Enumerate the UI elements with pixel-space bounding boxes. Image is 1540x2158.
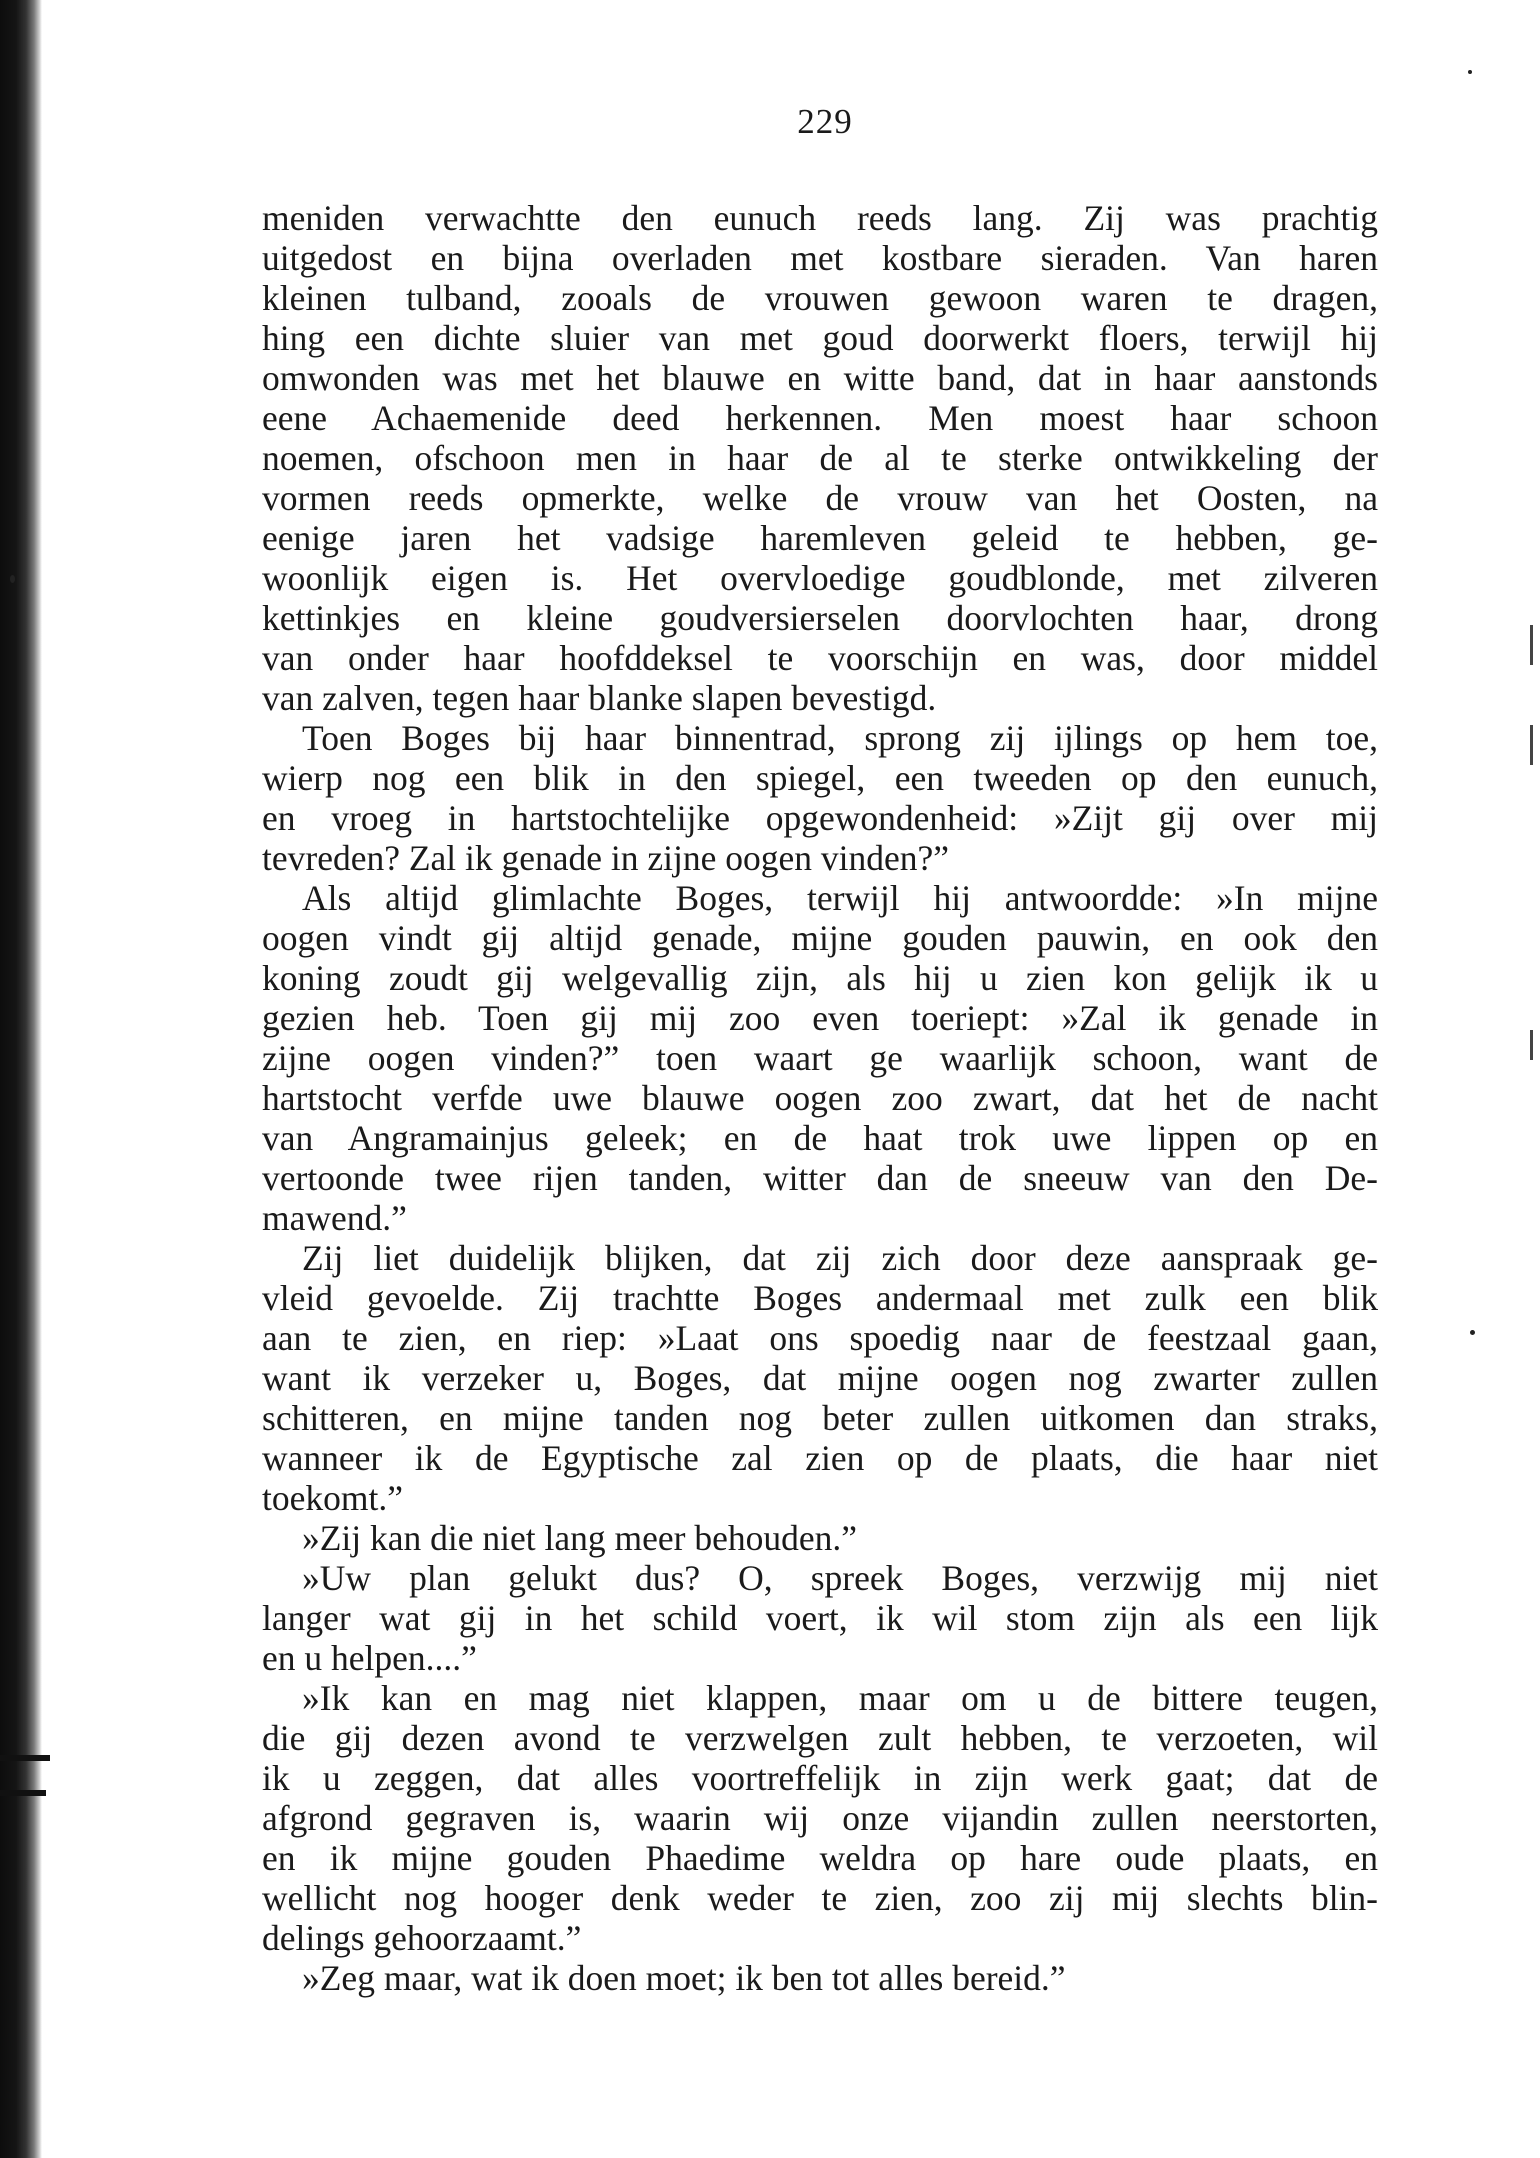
text-line: »Zij kan die niet lang meer behouden.” — [302, 1518, 857, 1558]
text-line: koning zoudt gij welgevallig zijn, als hij u zien kon gelijk ik u — [262, 958, 1378, 998]
text-line: mawend.” — [262, 1198, 407, 1238]
text-line: wanneer ik de Egyptische zal zien op de plaats, die haar niet — [262, 1438, 1378, 1478]
text-line: toekomt.” — [262, 1478, 403, 1518]
text-line: uitgedost en bijna overladen met kostbare sieraden. Van haren — [262, 238, 1378, 278]
text-line: omwonden was met het blauwe en witte band, dat in haar aanstonds — [262, 358, 1378, 398]
text-line: kleinen tulband, zooals de vrouwen gewoon waren te dragen, — [262, 278, 1378, 318]
text-line: oogen vindt gij altijd genade, mijne gouden pauwin, en ook den — [262, 918, 1378, 958]
text-line: vleid gevoelde. Zij trachtte Boges andermaal met zulk een blik — [262, 1278, 1378, 1318]
paper-speck — [1468, 70, 1472, 74]
paper-speck — [10, 575, 15, 583]
book-spine-shadow — [0, 0, 42, 2158]
text-line: wierp nog een blik in den spiegel, een tweeden op den eunuch, — [262, 758, 1378, 798]
page-edge-mark — [1530, 625, 1533, 665]
text-line: »Zeg maar, wat ik doen moet; ik ben tot alles bereid.” — [302, 1958, 1066, 1998]
text-line: van onder haar hoofddeksel te voorschijn en was, door middel — [262, 638, 1378, 678]
text-line: vormen reeds opmerkte, welke de vrouw van het Oosten, na — [262, 478, 1378, 518]
page-edge-mark — [1530, 1030, 1533, 1060]
text-line: hartstocht verfde uwe blauwe oogen zoo zwart, dat het de nacht — [262, 1078, 1378, 1118]
text-line: gezien heb. Toen gij mij zoo even toeriept: »Zal ik genade in — [262, 998, 1378, 1038]
text-line: zijne oogen vinden?” toen waart ge waarlijk schoon, want de — [262, 1038, 1378, 1078]
spine-mark — [0, 1790, 46, 1796]
text-line: en ik mijne gouden Phaedime weldra op hare oude plaats, en — [262, 1838, 1378, 1878]
text-line: afgrond gegraven is, waarin wij onze vijandin zullen neerstorten, — [262, 1798, 1378, 1838]
text-line: Toen Boges bij haar binnentrad, sprong zij ijlings op hem toe, — [302, 718, 1378, 758]
text-line: kettinkjes en kleine goudversierselen doorvlochten haar, drong — [262, 598, 1378, 638]
text-line: van zalven, tegen haar blanke slapen bevestigd. — [262, 678, 937, 718]
body-text — [262, 198, 1378, 1998]
text-line: en vroeg in hartstochtelijke opgewondenheid: »Zijt gij over mij — [262, 798, 1378, 838]
text-line: delings gehoorzaamt.” — [262, 1918, 582, 1958]
text-line: noemen, ofschoon men in haar de al te sterke ontwikkeling der — [262, 438, 1378, 478]
text-line: langer wat gij in het schild voert, ik wil stom zijn als een lijk — [262, 1598, 1378, 1638]
text-line: vertoonde twee rijen tanden, witter dan de sneeuw van den De- — [262, 1158, 1378, 1198]
page-number: 229 — [797, 102, 853, 141]
text-line: ik u zeggen, dat alles voortreffelijk in zijn werk gaat; dat de — [262, 1758, 1378, 1798]
text-line: eene Achaemenide deed herkennen. Men moest haar schoon — [262, 398, 1378, 438]
text-line: »Ik kan en mag niet klappen, maar om u de bittere teugen, — [302, 1678, 1378, 1718]
text-line: »Uw plan gelukt dus? O, spreek Boges, verzwijg mij niet — [302, 1558, 1378, 1598]
text-line: meniden verwachtte den eunuch reeds lang. Zij was prachtig — [262, 198, 1378, 238]
text-line: Als altijd glimlachte Boges, terwijl hij antwoordde: »In mijne — [302, 878, 1378, 918]
text-line: tevreden? Zal ik genade in zijne oogen vinden?” — [262, 838, 950, 878]
text-line: woonlijk eigen is. Het overvloedige goudblonde, met zilveren — [262, 558, 1378, 598]
text-line: Zij liet duidelijk blijken, dat zij zich door deze aanspraak ge- — [302, 1238, 1378, 1278]
text-line: van Angramainjus geleek; en de haat trok uwe lippen op en — [262, 1118, 1378, 1158]
text-line: wellicht nog hooger denk weder te zien, zoo zij mij slechts blin- — [262, 1878, 1378, 1918]
text-line: want ik verzeker u, Boges, dat mijne oogen nog zwarter zullen — [262, 1358, 1378, 1398]
text-line: eenige jaren het vadsige haremleven geleid te hebben, ge- — [262, 518, 1378, 558]
text-line: aan te zien, en riep: »Laat ons spoedig naar de feestzaal gaan, — [262, 1318, 1378, 1358]
page-edge-mark — [1530, 725, 1533, 765]
text-line: hing een dichte sluier van met goud doorwerkt floers, terwijl hij — [262, 318, 1378, 358]
paper-speck — [1470, 1330, 1475, 1335]
spine-mark — [0, 1755, 50, 1761]
text-line: en u helpen....” — [262, 1638, 477, 1678]
text-line: die gij dezen avond te verzwelgen zult hebben, te verzoeten, wil — [262, 1718, 1378, 1758]
text-line: schitteren, en mijne tanden nog beter zullen uitkomen dan straks, — [262, 1398, 1378, 1438]
